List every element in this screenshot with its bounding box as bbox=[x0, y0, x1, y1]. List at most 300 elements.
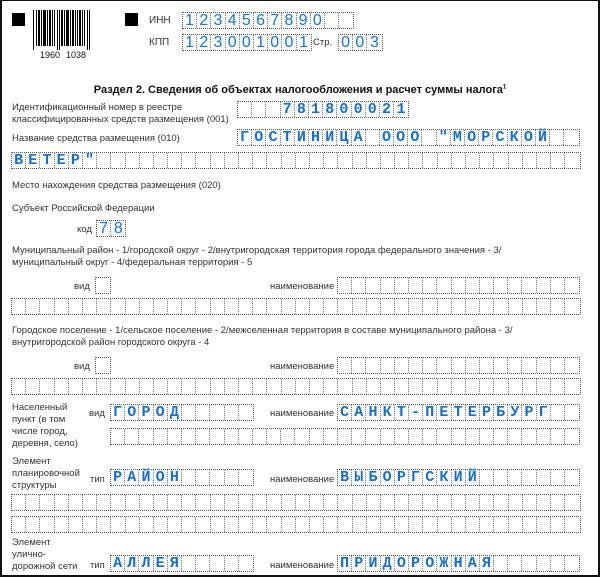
char-cell[interactable] bbox=[438, 495, 452, 510]
char-cell[interactable] bbox=[338, 358, 352, 373]
char-cell[interactable] bbox=[509, 379, 523, 394]
char-cell[interactable] bbox=[452, 299, 466, 314]
char-cell[interactable] bbox=[225, 379, 239, 394]
char-cell[interactable]: А bbox=[352, 130, 366, 145]
char-cell[interactable] bbox=[381, 495, 395, 510]
char-cell[interactable] bbox=[423, 153, 437, 168]
char-cell[interactable] bbox=[551, 153, 565, 168]
char-cell[interactable] bbox=[282, 379, 296, 394]
char-cell[interactable] bbox=[83, 379, 97, 394]
char-cell[interactable]: Б bbox=[494, 405, 508, 420]
char-cell[interactable] bbox=[367, 153, 381, 168]
char-cell[interactable] bbox=[366, 358, 380, 373]
char-cell[interactable] bbox=[551, 556, 565, 571]
char-cell[interactable] bbox=[423, 358, 437, 373]
char-cell[interactable] bbox=[381, 358, 395, 373]
char-cell[interactable] bbox=[196, 429, 210, 444]
char-cell[interactable]: О bbox=[394, 130, 408, 145]
char-cell[interactable] bbox=[239, 517, 253, 532]
char-cell[interactable] bbox=[409, 379, 423, 394]
char-cell[interactable] bbox=[182, 379, 196, 394]
char-cell[interactable]: Е bbox=[437, 405, 451, 420]
char-cell[interactable] bbox=[522, 278, 536, 293]
char-cell[interactable] bbox=[494, 278, 508, 293]
char-cell[interactable]: 3 bbox=[211, 35, 225, 50]
char-cell[interactable]: 2 bbox=[197, 13, 211, 28]
char-cell[interactable] bbox=[422, 130, 436, 145]
char-cell[interactable] bbox=[253, 379, 267, 394]
char-cell[interactable] bbox=[324, 429, 338, 444]
char-cell[interactable] bbox=[295, 429, 309, 444]
char-cell[interactable]: Н bbox=[168, 470, 182, 485]
char-cell[interactable]: А bbox=[111, 556, 125, 571]
char-cell[interactable]: Р bbox=[395, 470, 409, 485]
char-cell[interactable] bbox=[211, 153, 225, 168]
char-cell[interactable] bbox=[381, 278, 395, 293]
char-cell[interactable] bbox=[338, 379, 352, 394]
char-cell[interactable] bbox=[551, 517, 565, 532]
char-cell[interactable] bbox=[83, 299, 97, 314]
char-cell[interactable] bbox=[423, 299, 437, 314]
char-cell[interactable] bbox=[509, 495, 523, 510]
char-cell[interactable] bbox=[423, 495, 437, 510]
char-cell[interactable] bbox=[282, 153, 296, 168]
char-cell[interactable] bbox=[182, 470, 196, 485]
char-cell[interactable] bbox=[565, 379, 579, 394]
char-cell[interactable]: Г bbox=[111, 405, 125, 420]
char-cell[interactable] bbox=[339, 13, 353, 28]
char-cell[interactable]: И bbox=[452, 470, 466, 485]
char-cell[interactable]: О bbox=[408, 130, 422, 145]
settlement-name-field[interactable] bbox=[337, 357, 580, 374]
page-number-field[interactable] bbox=[338, 34, 383, 51]
char-cell[interactable] bbox=[367, 299, 381, 314]
char-cell[interactable] bbox=[452, 429, 466, 444]
char-cell[interactable] bbox=[253, 153, 267, 168]
kpp-field[interactable] bbox=[182, 34, 312, 51]
municipal-name-row2[interactable] bbox=[11, 298, 581, 315]
char-cell[interactable] bbox=[238, 102, 252, 117]
char-cell[interactable] bbox=[537, 556, 551, 571]
settlement-vid-field[interactable] bbox=[95, 357, 111, 374]
char-cell[interactable]: Р bbox=[352, 556, 366, 571]
char-cell[interactable] bbox=[196, 153, 210, 168]
char-cell[interactable] bbox=[366, 429, 380, 444]
char-cell[interactable] bbox=[537, 379, 551, 394]
char-cell[interactable]: Р bbox=[522, 405, 536, 420]
char-cell[interactable] bbox=[452, 495, 466, 510]
char-cell[interactable]: А bbox=[352, 405, 366, 420]
char-cell[interactable] bbox=[296, 379, 310, 394]
char-cell[interactable] bbox=[168, 495, 182, 510]
char-cell[interactable] bbox=[551, 429, 565, 444]
char-cell[interactable]: Н bbox=[309, 130, 323, 145]
char-cell[interactable] bbox=[225, 470, 239, 485]
char-cell[interactable] bbox=[551, 470, 565, 485]
char-cell[interactable]: Р bbox=[139, 405, 153, 420]
char-cell[interactable] bbox=[466, 153, 480, 168]
char-cell[interactable] bbox=[182, 429, 196, 444]
char-cell[interactable] bbox=[565, 153, 579, 168]
char-cell[interactable] bbox=[466, 278, 480, 293]
char-cell[interactable] bbox=[353, 153, 367, 168]
char-cell[interactable] bbox=[565, 358, 579, 373]
char-cell[interactable] bbox=[381, 517, 395, 532]
char-cell[interactable] bbox=[523, 153, 537, 168]
char-cell[interactable]: 0 bbox=[311, 13, 325, 28]
char-cell[interactable] bbox=[466, 358, 480, 373]
char-cell[interactable] bbox=[452, 379, 466, 394]
char-cell[interactable] bbox=[140, 153, 154, 168]
char-cell[interactable]: Д bbox=[381, 556, 395, 571]
char-cell[interactable] bbox=[438, 517, 452, 532]
char-cell[interactable]: К bbox=[437, 470, 451, 485]
char-cell[interactable] bbox=[537, 299, 551, 314]
char-cell[interactable] bbox=[266, 102, 280, 117]
char-cell[interactable]: С bbox=[423, 470, 437, 485]
char-cell[interactable] bbox=[168, 379, 182, 394]
char-cell[interactable] bbox=[12, 299, 26, 314]
char-cell[interactable]: И bbox=[295, 130, 309, 145]
char-cell[interactable] bbox=[550, 130, 564, 145]
char-cell[interactable] bbox=[40, 299, 54, 314]
char-cell[interactable] bbox=[225, 153, 239, 168]
char-cell[interactable] bbox=[211, 495, 225, 510]
char-cell[interactable] bbox=[96, 358, 110, 373]
char-cell[interactable] bbox=[522, 470, 536, 485]
char-cell[interactable] bbox=[437, 358, 451, 373]
field-001-registry-number[interactable] bbox=[237, 101, 409, 118]
char-cell[interactable]: 1 bbox=[183, 35, 197, 50]
char-cell[interactable] bbox=[225, 299, 239, 314]
locality-name-field[interactable] bbox=[337, 404, 580, 421]
char-cell[interactable] bbox=[310, 495, 324, 510]
char-cell[interactable] bbox=[26, 495, 40, 510]
char-cell[interactable] bbox=[494, 153, 508, 168]
char-cell[interactable] bbox=[437, 278, 451, 293]
char-cell[interactable] bbox=[565, 470, 579, 485]
char-cell[interactable] bbox=[26, 379, 40, 394]
char-cell[interactable] bbox=[353, 495, 367, 510]
char-cell[interactable] bbox=[211, 379, 225, 394]
char-cell[interactable] bbox=[324, 495, 338, 510]
char-cell[interactable] bbox=[239, 495, 253, 510]
char-cell[interactable] bbox=[551, 379, 565, 394]
char-cell[interactable] bbox=[69, 517, 83, 532]
char-cell[interactable]: " bbox=[83, 153, 97, 168]
char-cell[interactable] bbox=[182, 495, 196, 510]
char-cell[interactable] bbox=[494, 495, 508, 510]
char-cell[interactable] bbox=[154, 379, 168, 394]
char-cell[interactable] bbox=[210, 429, 224, 444]
char-cell[interactable] bbox=[126, 153, 140, 168]
char-cell[interactable]: Г bbox=[409, 470, 423, 485]
char-cell[interactable] bbox=[126, 379, 140, 394]
char-cell[interactable] bbox=[409, 153, 423, 168]
char-cell[interactable]: М bbox=[451, 130, 465, 145]
char-cell[interactable] bbox=[565, 495, 579, 510]
char-cell[interactable] bbox=[437, 429, 451, 444]
char-cell[interactable] bbox=[140, 517, 154, 532]
char-cell[interactable] bbox=[324, 517, 338, 532]
char-cell[interactable]: Р bbox=[409, 556, 423, 571]
char-cell[interactable]: 4 bbox=[226, 13, 240, 28]
char-cell[interactable] bbox=[338, 278, 352, 293]
char-cell[interactable]: В bbox=[12, 153, 26, 168]
char-cell[interactable]: О bbox=[252, 130, 266, 145]
char-cell[interactable] bbox=[565, 405, 579, 420]
char-cell[interactable] bbox=[381, 429, 395, 444]
char-cell[interactable] bbox=[480, 470, 494, 485]
char-cell[interactable]: У bbox=[508, 405, 522, 420]
char-cell[interactable] bbox=[182, 556, 196, 571]
char-cell[interactable] bbox=[196, 517, 210, 532]
char-cell[interactable] bbox=[423, 429, 437, 444]
char-cell[interactable] bbox=[409, 495, 423, 510]
char-cell[interactable] bbox=[324, 299, 338, 314]
char-cell[interactable]: С bbox=[493, 130, 507, 145]
char-cell[interactable] bbox=[537, 278, 551, 293]
char-cell[interactable] bbox=[395, 278, 409, 293]
char-cell[interactable] bbox=[196, 405, 210, 420]
char-cell[interactable] bbox=[97, 153, 111, 168]
char-cell[interactable] bbox=[182, 405, 196, 420]
char-cell[interactable] bbox=[253, 299, 267, 314]
municipal-vid-field[interactable] bbox=[95, 277, 111, 294]
char-cell[interactable]: Л bbox=[125, 556, 139, 571]
char-cell[interactable] bbox=[55, 379, 69, 394]
char-cell[interactable]: 8 bbox=[295, 102, 309, 117]
char-cell[interactable] bbox=[466, 429, 480, 444]
char-cell[interactable]: О bbox=[395, 556, 409, 571]
char-cell[interactable] bbox=[253, 517, 267, 532]
char-cell[interactable] bbox=[126, 517, 140, 532]
char-cell[interactable] bbox=[239, 470, 253, 485]
char-cell[interactable]: К bbox=[381, 405, 395, 420]
char-cell[interactable] bbox=[69, 299, 83, 314]
char-cell[interactable] bbox=[225, 495, 239, 510]
char-cell[interactable] bbox=[281, 429, 295, 444]
char-cell[interactable] bbox=[239, 556, 253, 571]
char-cell[interactable]: 0 bbox=[337, 102, 351, 117]
char-cell[interactable]: Е bbox=[466, 405, 480, 420]
char-cell[interactable] bbox=[140, 495, 154, 510]
char-cell[interactable] bbox=[97, 517, 111, 532]
char-cell[interactable] bbox=[252, 102, 266, 117]
char-cell[interactable]: 0 bbox=[240, 35, 254, 50]
char-cell[interactable] bbox=[565, 278, 579, 293]
char-cell[interactable] bbox=[267, 153, 281, 168]
inn-field[interactable] bbox=[182, 12, 354, 29]
char-cell[interactable] bbox=[522, 429, 536, 444]
char-cell[interactable] bbox=[168, 517, 182, 532]
char-cell[interactable]: 7 bbox=[281, 102, 295, 117]
char-cell[interactable] bbox=[367, 517, 381, 532]
char-cell[interactable]: 7 bbox=[268, 13, 282, 28]
char-cell[interactable] bbox=[210, 470, 224, 485]
char-cell[interactable] bbox=[12, 379, 26, 394]
char-cell[interactable] bbox=[564, 130, 578, 145]
char-cell[interactable] bbox=[438, 299, 452, 314]
char-cell[interactable]: Н bbox=[452, 556, 466, 571]
char-cell[interactable] bbox=[126, 495, 140, 510]
char-cell[interactable]: 5 bbox=[240, 13, 254, 28]
char-cell[interactable]: В bbox=[338, 470, 352, 485]
char-cell[interactable] bbox=[225, 405, 239, 420]
char-cell[interactable]: Р bbox=[111, 470, 125, 485]
char-cell[interactable]: Т bbox=[40, 153, 54, 168]
char-cell[interactable] bbox=[565, 299, 579, 314]
field-010-name-row1[interactable] bbox=[237, 129, 580, 146]
char-cell[interactable] bbox=[409, 517, 423, 532]
char-cell[interactable] bbox=[239, 299, 253, 314]
char-cell[interactable] bbox=[196, 470, 210, 485]
char-cell[interactable] bbox=[154, 429, 168, 444]
char-cell[interactable] bbox=[210, 556, 224, 571]
char-cell[interactable] bbox=[338, 429, 352, 444]
char-cell[interactable] bbox=[225, 556, 239, 571]
street-tip-field[interactable] bbox=[110, 555, 254, 572]
char-cell[interactable]: А bbox=[466, 556, 480, 571]
char-cell[interactable] bbox=[111, 495, 125, 510]
locality-name-row2[interactable] bbox=[110, 428, 580, 445]
char-cell[interactable] bbox=[537, 495, 551, 510]
field-010-name-row2[interactable] bbox=[11, 152, 581, 169]
char-cell[interactable] bbox=[395, 153, 409, 168]
char-cell[interactable] bbox=[338, 495, 352, 510]
char-cell[interactable] bbox=[353, 379, 367, 394]
char-cell[interactable]: 2 bbox=[197, 35, 211, 50]
char-cell[interactable]: Т bbox=[452, 405, 466, 420]
char-cell[interactable] bbox=[111, 299, 125, 314]
char-cell[interactable]: 8 bbox=[323, 102, 337, 117]
char-cell[interactable] bbox=[97, 299, 111, 314]
char-cell[interactable]: С bbox=[266, 130, 280, 145]
char-cell[interactable] bbox=[69, 379, 83, 394]
char-cell[interactable] bbox=[40, 379, 54, 394]
char-cell[interactable]: " bbox=[437, 130, 451, 145]
char-cell[interactable] bbox=[40, 495, 54, 510]
char-cell[interactable]: 1 bbox=[309, 102, 323, 117]
char-cell[interactable] bbox=[452, 153, 466, 168]
char-cell[interactable] bbox=[395, 517, 409, 532]
char-cell[interactable]: Н bbox=[366, 405, 380, 420]
char-cell[interactable] bbox=[338, 517, 352, 532]
char-cell[interactable] bbox=[508, 470, 522, 485]
char-cell[interactable] bbox=[196, 556, 210, 571]
char-cell[interactable] bbox=[267, 429, 281, 444]
char-cell[interactable] bbox=[96, 278, 110, 293]
char-cell[interactable] bbox=[508, 278, 522, 293]
char-cell[interactable] bbox=[494, 429, 508, 444]
char-cell[interactable] bbox=[310, 153, 324, 168]
char-cell[interactable] bbox=[509, 153, 523, 168]
char-cell[interactable] bbox=[565, 556, 579, 571]
char-cell[interactable] bbox=[296, 153, 310, 168]
char-cell[interactable] bbox=[381, 153, 395, 168]
char-cell[interactable] bbox=[409, 429, 423, 444]
char-cell[interactable]: Р bbox=[479, 130, 493, 145]
char-cell[interactable] bbox=[523, 299, 537, 314]
char-cell[interactable] bbox=[296, 299, 310, 314]
char-cell[interactable]: Ц bbox=[337, 130, 351, 145]
char-cell[interactable] bbox=[111, 379, 125, 394]
char-cell[interactable] bbox=[551, 405, 565, 420]
char-cell[interactable] bbox=[494, 470, 508, 485]
char-cell[interactable] bbox=[210, 405, 224, 420]
char-cell[interactable]: Й bbox=[466, 470, 480, 485]
subject-code-field[interactable] bbox=[96, 220, 126, 237]
char-cell[interactable] bbox=[537, 153, 551, 168]
char-cell[interactable] bbox=[438, 153, 452, 168]
char-cell[interactable] bbox=[352, 429, 366, 444]
char-cell[interactable]: И bbox=[366, 556, 380, 571]
char-cell[interactable] bbox=[55, 299, 69, 314]
char-cell[interactable] bbox=[508, 429, 522, 444]
char-cell[interactable] bbox=[352, 358, 366, 373]
char-cell[interactable] bbox=[83, 517, 97, 532]
char-cell[interactable]: П bbox=[423, 405, 437, 420]
char-cell[interactable] bbox=[509, 517, 523, 532]
char-cell[interactable] bbox=[466, 517, 480, 532]
char-cell[interactable]: 0 bbox=[352, 102, 366, 117]
char-cell[interactable]: 0 bbox=[366, 102, 380, 117]
street-name-field[interactable] bbox=[337, 555, 580, 572]
municipal-name-field[interactable] bbox=[337, 277, 580, 294]
char-cell[interactable] bbox=[353, 299, 367, 314]
char-cell[interactable]: 9 bbox=[297, 13, 311, 28]
char-cell[interactable] bbox=[12, 495, 26, 510]
char-cell[interactable] bbox=[225, 429, 239, 444]
char-cell[interactable] bbox=[508, 358, 522, 373]
char-cell[interactable]: Д bbox=[168, 405, 182, 420]
char-cell[interactable] bbox=[395, 358, 409, 373]
char-cell[interactable]: 1 bbox=[254, 35, 268, 50]
char-cell[interactable] bbox=[551, 358, 565, 373]
char-cell[interactable] bbox=[338, 299, 352, 314]
char-cell[interactable]: О bbox=[380, 130, 394, 145]
char-cell[interactable] bbox=[253, 495, 267, 510]
char-cell[interactable] bbox=[296, 495, 310, 510]
char-cell[interactable] bbox=[239, 379, 253, 394]
char-cell[interactable]: Л bbox=[139, 556, 153, 571]
char-cell[interactable] bbox=[466, 495, 480, 510]
char-cell[interactable] bbox=[523, 379, 537, 394]
char-cell[interactable]: 3 bbox=[370, 34, 379, 51]
char-cell[interactable] bbox=[239, 429, 253, 444]
char-cell[interactable] bbox=[282, 495, 296, 510]
char-cell[interactable] bbox=[168, 153, 182, 168]
char-cell[interactable] bbox=[211, 299, 225, 314]
char-cell[interactable] bbox=[125, 429, 139, 444]
char-cell[interactable] bbox=[211, 517, 225, 532]
char-cell[interactable] bbox=[97, 495, 111, 510]
char-cell[interactable]: О bbox=[423, 556, 437, 571]
char-cell[interactable]: Я bbox=[168, 556, 182, 571]
char-cell[interactable] bbox=[480, 358, 494, 373]
char-cell[interactable] bbox=[523, 517, 537, 532]
char-cell[interactable] bbox=[140, 299, 154, 314]
char-cell[interactable]: Е bbox=[26, 153, 40, 168]
char-cell[interactable]: Р bbox=[69, 153, 83, 168]
char-cell[interactable] bbox=[139, 429, 153, 444]
char-cell[interactable]: Г bbox=[537, 405, 551, 420]
char-cell[interactable] bbox=[381, 299, 395, 314]
char-cell[interactable]: 0 bbox=[339, 35, 353, 50]
char-cell[interactable] bbox=[310, 429, 324, 444]
char-cell[interactable] bbox=[267, 517, 281, 532]
char-cell[interactable] bbox=[480, 299, 494, 314]
